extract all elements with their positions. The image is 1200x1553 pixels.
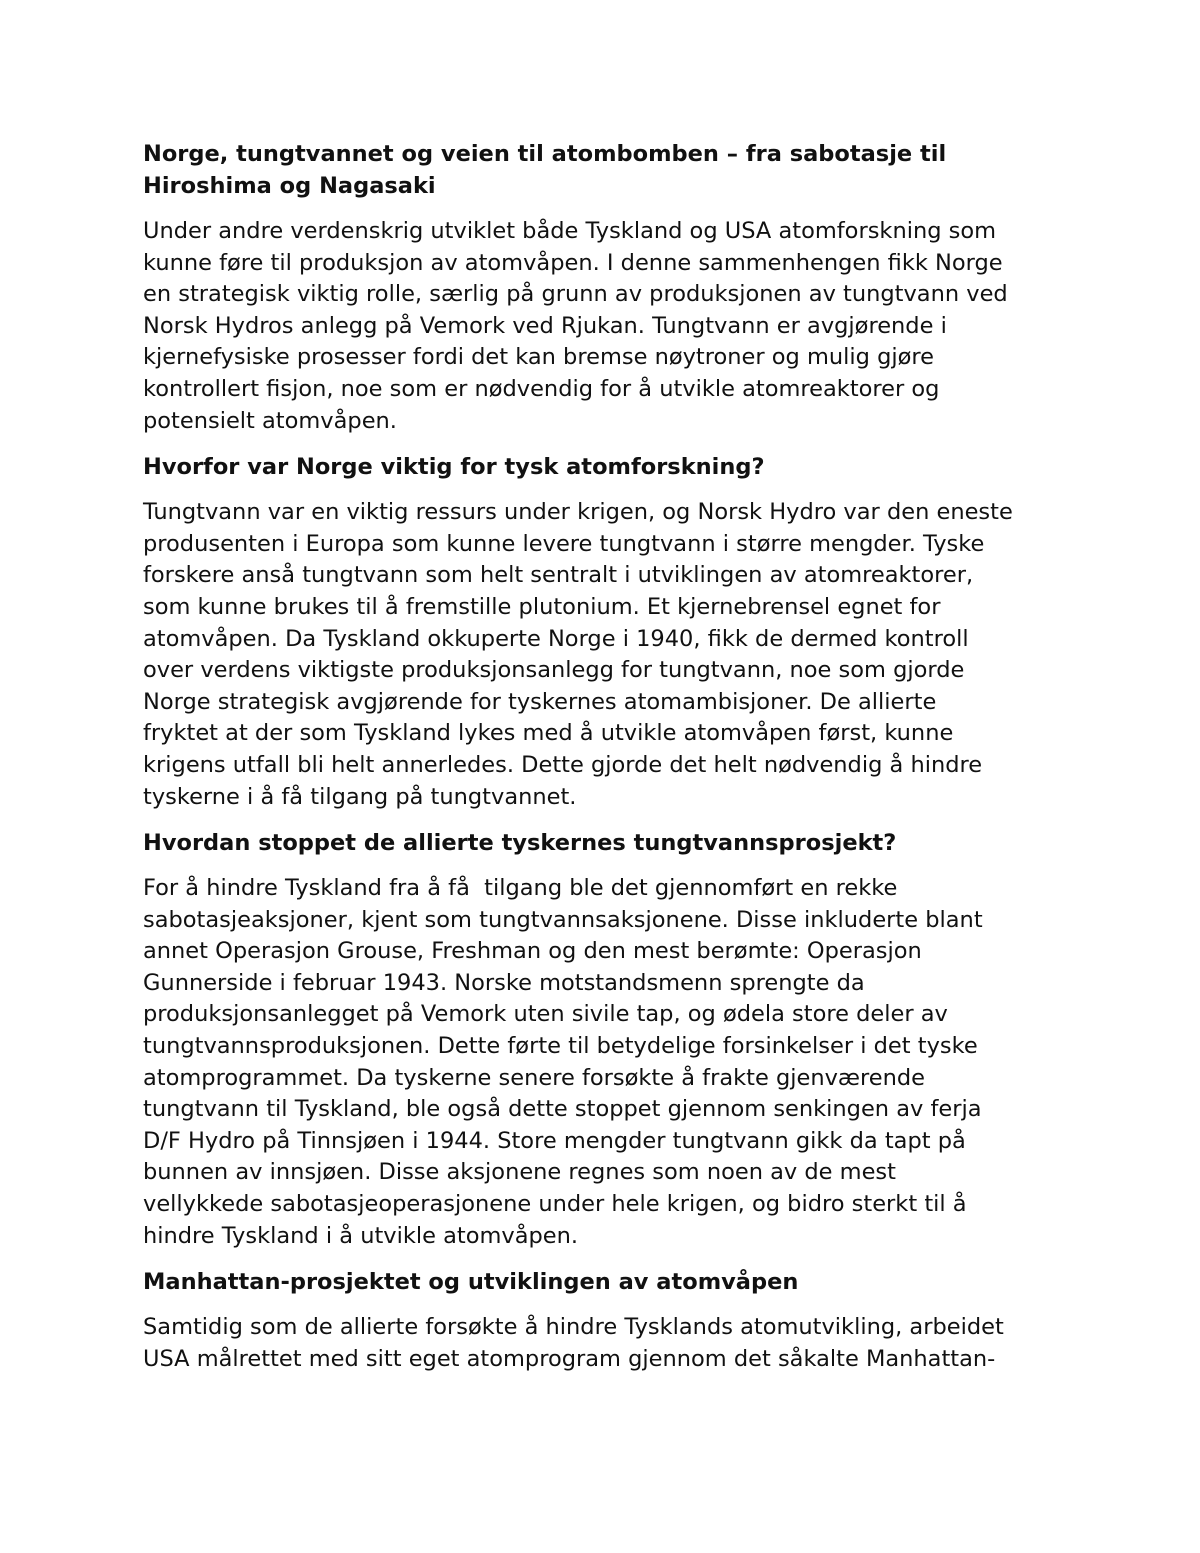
text-line: Tungtvann var en viktig ressurs under krigen, og Norsk Hydro var den eneste [143, 499, 1013, 526]
document-body [143, 138, 1063, 1389]
text-line: D/F Hydro på Tinnsjøen i 1944. Store mengder tungtvann gikk da tapt på [143, 1127, 966, 1154]
text-line: atomprogrammet. Da tyskerne senere forsøkte å frakte gjenværende [143, 1064, 925, 1091]
text-line: For å hindre Tyskland fra å få tilgang ble det gjennomført en rekke [143, 875, 898, 902]
text-line: Gunnerside i februar 1943. Norske motstandsmenn sprengte da [143, 969, 865, 996]
text-line: forskere anså tungtvann som helt sentralt i utviklingen av atomreaktorer, [143, 562, 974, 589]
text-line: hindre Tyskland i å utvikle atomvåpen. [143, 1222, 579, 1249]
text-line: potensielt atomvåpen. [143, 407, 397, 434]
text-line: over verdens viktigste produksjonsanlegg for tungtvann, noe som gjorde [143, 657, 965, 684]
text-line: sabotasjeaksjoner, kjent som tungtvannsaksjonene. Disse inkluderte blant [143, 906, 983, 933]
section-heading: Manhattan-prosjektet og utviklingen av atomvåpen [143, 1269, 799, 1296]
document-title [143, 138, 1063, 202]
title-line: Hiroshima og Nagasaki [143, 173, 436, 199]
text-line: Samtidig som de allierte forsøkte å hindre Tysklands atomutvikling, arbeidet [143, 1314, 1004, 1341]
text-line: tyskerne i å få tilgang på tungtvannet. [143, 783, 577, 810]
text-line: produksjonsanlegget på Vemork uten sivile tap, og ødela store deler av [143, 1001, 948, 1028]
text-line: tungtvannsproduksjonen. Dette førte til betydelige forsinkelser i det tyske [143, 1033, 978, 1060]
text-line: tungtvann til Tyskland, ble også dette stoppet gjennom senkingen av ferja [143, 1096, 982, 1123]
text-line: annet Operasjon Grouse, Freshman og den mest berømte: Operasjon [143, 938, 922, 965]
section-paragraph [143, 497, 1063, 813]
text-line: Under andre verdenskrig utviklet både Tyskland og USA atomforskning som [143, 218, 997, 244]
text-line: en strategisk viktig rolle, særlig på grunn av produksjonen av tungtvann ved [143, 281, 1008, 308]
section-heading: Hvordan stoppet de allierte tyskernes tungtvannsprosjekt? [143, 830, 897, 857]
text-line: vellykkede sabotasjeoperasjonene under hele krigen, og bidro sterkt til å [143, 1191, 967, 1218]
text-line: Norsk Hydros anlegg på Vemork ved Rjukan. Tungtvann er avgjørende i [143, 312, 947, 339]
text-line: kontrollert fisjon, noe som er nødvendig for å utvikle atomreaktorer og [143, 375, 940, 402]
section-paragraph [143, 1312, 1063, 1375]
text-line: bunnen av innsjøen. Disse aksjonene regnes som noen av de mest [143, 1159, 896, 1186]
text-line: atomvåpen. Da Tyskland okkuperte Norge i 1940, fikk de dermed kontroll [143, 625, 969, 652]
text-line: som kunne brukes til å fremstille plutonium. Et kjernebrensel egnet for [143, 593, 941, 620]
text-line: Norge strategisk avgjørende for tyskernes atomambisjoner. De allierte [143, 688, 937, 715]
intro-paragraph [143, 216, 1063, 437]
section-heading: Hvorfor var Norge viktig for tysk atomforskning? [143, 454, 765, 481]
text-line: krigens utfall bli helt annerledes. Dette gjorde det helt nødvendig å hindre [143, 751, 983, 778]
section-paragraph [143, 873, 1063, 1252]
text-line: kjernefysiske prosesser fordi det kan bremse nøytroner og mulig gjøre [143, 344, 934, 371]
text-line: produsenten i Europa som kunne levere tungtvann i større mengder. Tyske [143, 530, 985, 557]
text-line: kunne føre til produksjon av atomvåpen. I denne sammenhengen fikk Norge [143, 249, 1003, 276]
title-line: Norge, tungtvannet og veien til atombomben – fra sabotasje til [143, 141, 947, 167]
text-line: USA målrettet med sitt eget atomprogram gjennom det såkalte Manhattan- [143, 1345, 996, 1372]
text-line: fryktet at der som Tyskland lykes med å utvikle atomvåpen først, kunne [143, 720, 954, 747]
